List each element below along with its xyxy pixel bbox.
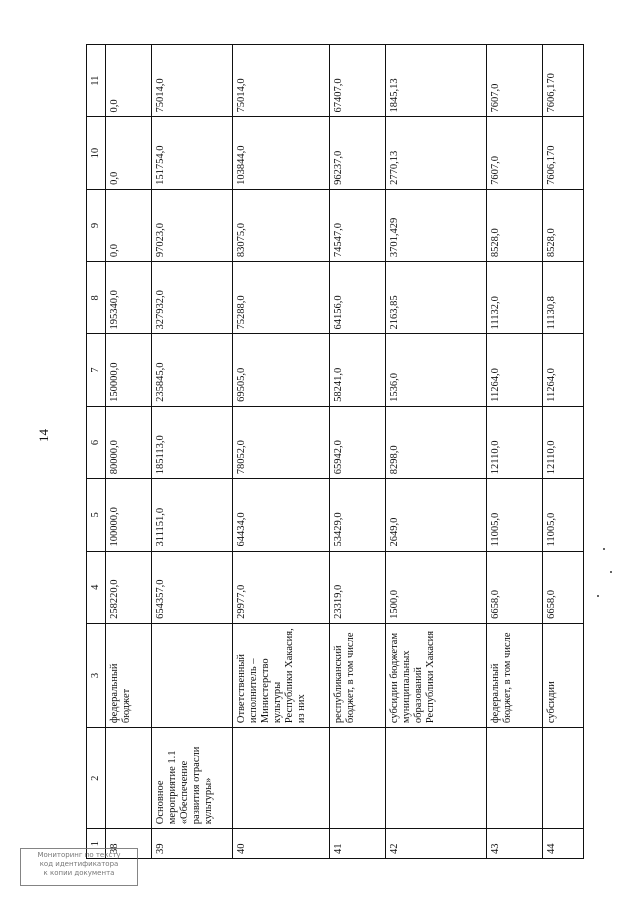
value-cell: 2770,13 xyxy=(385,117,487,189)
scan-speck xyxy=(603,548,605,550)
funding-source-cell: федеральный бюджет, в том числе xyxy=(487,623,543,727)
value-cell: 7607,0 xyxy=(487,45,543,117)
row-number: 42 xyxy=(385,829,487,859)
value-cell: 0,0 xyxy=(106,117,152,189)
col-header: 5 xyxy=(87,479,106,551)
measure-name-cell xyxy=(329,728,385,829)
row-number: 43 xyxy=(487,829,543,859)
value-cell: 78052,0 xyxy=(233,406,330,478)
value-cell: 29977,0 xyxy=(233,551,330,623)
value-cell: 11005,0 xyxy=(543,479,584,551)
value-cell: 258220,0 xyxy=(106,551,152,623)
value-cell: 6658,0 xyxy=(487,551,543,623)
value-cell: 53429,0 xyxy=(329,479,385,551)
value-cell: 6658,0 xyxy=(543,551,584,623)
row-number: 39 xyxy=(151,829,232,859)
value-cell: 7606,170 xyxy=(543,45,584,117)
measure-name-cell: Основное мероприятие 1.1 «Обеспечение развития отрасли культуры» xyxy=(151,728,232,829)
measure-name-cell xyxy=(106,728,152,829)
funding-source-cell: субсидии бюджетам муниципальных образований Республики Хакасия xyxy=(385,623,487,727)
value-cell: 65942,0 xyxy=(329,406,385,478)
value-cell: 23319,0 xyxy=(329,551,385,623)
value-cell: 8298,0 xyxy=(385,406,487,478)
value-cell: 654357,0 xyxy=(151,551,232,623)
table-row xyxy=(151,45,232,859)
value-cell: 58241,0 xyxy=(329,334,385,406)
col-header: 2 xyxy=(87,728,106,829)
value-cell: 8528,0 xyxy=(543,189,584,261)
col-header: 11 xyxy=(87,45,106,117)
value-cell: 11130,8 xyxy=(543,262,584,334)
measure-name-cell xyxy=(487,728,543,829)
row-number: 38 xyxy=(106,829,152,859)
value-cell: 74547,0 xyxy=(329,189,385,261)
value-cell: 7607,0 xyxy=(487,117,543,189)
funding-source-cell: Ответственный исполнитель – Министерство культуры Республики Хакасия, из них xyxy=(233,623,330,727)
measure-name-cell xyxy=(233,728,330,829)
value-cell: 1500,0 xyxy=(385,551,487,623)
funding-source-cell xyxy=(151,623,232,727)
col-header: 7 xyxy=(87,334,106,406)
program-funding-table-container xyxy=(86,44,584,859)
value-cell: 75014,0 xyxy=(151,45,232,117)
table-row xyxy=(543,45,584,859)
value-cell: 1845,13 xyxy=(385,45,487,117)
value-cell: 64156,0 xyxy=(329,262,385,334)
row-number: 44 xyxy=(543,829,584,859)
stamp-line: к копии документа xyxy=(43,869,115,877)
value-cell: 0,0 xyxy=(106,189,152,261)
row-number: 40 xyxy=(233,829,330,859)
value-cell: 12110,0 xyxy=(487,406,543,478)
value-cell: 235845,0 xyxy=(151,334,232,406)
value-cell: 311151,0 xyxy=(151,479,232,551)
measure-name-cell xyxy=(385,728,487,829)
funding-source-cell: субсидии xyxy=(543,623,584,727)
program-funding-table xyxy=(86,44,584,859)
col-header: 4 xyxy=(87,551,106,623)
value-cell: 7606,170 xyxy=(543,117,584,189)
stamp-line: код идентификатора xyxy=(39,860,119,868)
header-row xyxy=(87,45,106,859)
funding-source-cell: федеральный бюджет xyxy=(106,623,152,727)
value-cell: 150000,0 xyxy=(106,334,152,406)
table-row xyxy=(233,45,330,859)
value-cell: 3701,429 xyxy=(385,189,487,261)
value-cell: 67407,0 xyxy=(329,45,385,117)
value-cell: 2163,85 xyxy=(385,262,487,334)
value-cell: 75014,0 xyxy=(233,45,330,117)
value-cell: 2649,0 xyxy=(385,479,487,551)
registration-stamp xyxy=(20,848,138,886)
value-cell: 11264,0 xyxy=(487,334,543,406)
value-cell: 8528,0 xyxy=(487,189,543,261)
table-row xyxy=(329,45,385,859)
value-cell: 11005,0 xyxy=(487,479,543,551)
value-cell: 11132,0 xyxy=(487,262,543,334)
col-header: 9 xyxy=(87,189,106,261)
table-row xyxy=(487,45,543,859)
value-cell: 64434,0 xyxy=(233,479,330,551)
value-cell: 100000,0 xyxy=(106,479,152,551)
col-header: 6 xyxy=(87,406,106,478)
page-number: 14 xyxy=(36,429,51,442)
col-header: 1 xyxy=(87,829,106,859)
value-cell: 1536,0 xyxy=(385,334,487,406)
col-header: 3 xyxy=(87,623,106,727)
col-header: 8 xyxy=(87,262,106,334)
scan-speck xyxy=(610,571,612,573)
value-cell: 103844,0 xyxy=(233,117,330,189)
value-cell: 96237,0 xyxy=(329,117,385,189)
value-cell: 11264,0 xyxy=(543,334,584,406)
value-cell: 327932,0 xyxy=(151,262,232,334)
value-cell: 69505,0 xyxy=(233,334,330,406)
value-cell: 195340,0 xyxy=(106,262,152,334)
col-header: 10 xyxy=(87,117,106,189)
value-cell: 185113,0 xyxy=(151,406,232,478)
value-cell: 151754,0 xyxy=(151,117,232,189)
value-cell: 80000,0 xyxy=(106,406,152,478)
stamp-line: Мониторинг по тексту xyxy=(37,851,121,859)
funding-source-cell: республиканский бюджет, в том числе xyxy=(329,623,385,727)
scan-speck xyxy=(597,595,599,597)
value-cell: 12110,0 xyxy=(543,406,584,478)
value-cell: 97023,0 xyxy=(151,189,232,261)
row-number: 41 xyxy=(329,829,385,859)
table-row xyxy=(106,45,152,859)
table-row xyxy=(385,45,487,859)
value-cell: 0,0 xyxy=(106,45,152,117)
measure-name-cell xyxy=(543,728,584,829)
value-cell: 83075,0 xyxy=(233,189,330,261)
value-cell: 75288,0 xyxy=(233,262,330,334)
